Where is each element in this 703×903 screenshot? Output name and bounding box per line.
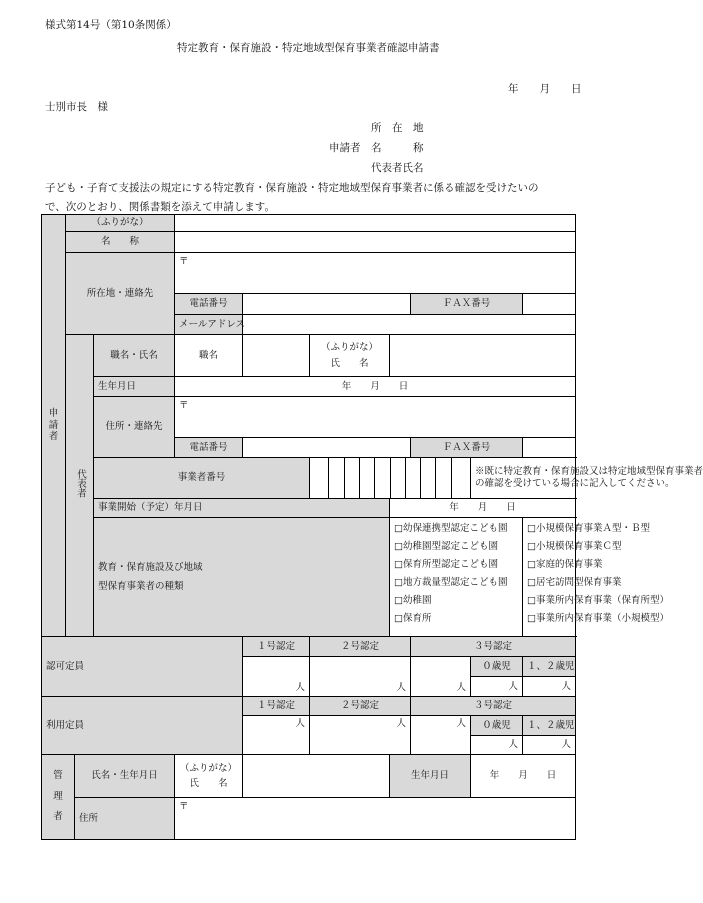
addressee: 士別市長 様 [45,101,108,113]
type-checkbox[interactable]: □小規模保育事業Ａ型・Ｂ型 [527,523,650,534]
usage-cert3-field[interactable]: 人 [411,716,471,755]
usage-age12-header: １、２歳児 [523,716,576,736]
licensed-cert3-field[interactable]: 人 [411,657,471,697]
type-checkbox[interactable]: □保育所型認定こども園 [394,559,498,571]
licensed-cert1-header: １号認定 [243,637,310,657]
location-field[interactable] [175,253,576,294]
rep-address-field[interactable] [175,397,576,438]
licensed-cert2-field[interactable]: 人 [310,657,411,697]
type-checkbox[interactable]: □地方裁量型認定こども園 [394,577,508,589]
form-number: 様式第14号（第10条関係） [45,19,177,31]
type-checkbox[interactable]: □保育所 [394,613,432,625]
usage-cert3-header: ３号認定 [411,697,576,716]
type-checkbox[interactable]: □幼稚園 [394,595,432,607]
application-form-table [41,214,703,840]
position-header: 職名 [175,335,243,377]
usage-age0-header: ０歳児 [471,716,523,736]
type-checkbox[interactable]: □幼稚園型認定こども園 [394,541,498,553]
address-label: 所 在 地 [371,122,424,134]
rep-postal-mark: 〒 [179,400,189,411]
position-field[interactable] [243,335,310,377]
applicant-label: 申請者 [329,142,361,154]
name-field[interactable] [175,232,576,253]
furigana-field[interactable] [175,215,576,232]
rep-furigana-name-label: （ふりがな） 氏 名 [310,335,390,377]
rep-fax-field[interactable] [523,438,576,458]
licensed-cert1-field[interactable]: 人 [243,657,310,697]
phone-label: 電話番号 [175,294,243,315]
usage-age0-field[interactable]: 人 [471,736,523,755]
licensed-age12-field[interactable]: 人 [523,677,576,697]
representative-label: 代表者氏名 [371,162,424,174]
rep-fax-label: ＦＡＸ番号 [411,438,523,458]
furigana-label: （ふりがな） [66,215,175,232]
body-text-line-1: 子ども・子育て支援法の規定にする特定教育・保育施設・特定地域型保育事業者に係る確認を受けたいの [45,182,539,194]
applicant-section-label: 申 請 者 [42,215,66,637]
business-number-note: ※既に特定教育・保育施設又は特定地域型保育事業者 の確認を受けている場合に記入してください。 [471,458,576,499]
name-header: 名 称 [66,232,175,253]
rep-birthdate-label: 生年月日 [94,377,175,397]
rep-phone-label: 電話番号 [175,438,243,458]
rep-name-field[interactable] [390,335,576,377]
date-line: 年 月 日 [508,83,582,95]
postal-mark: 〒 [179,256,189,267]
licensed-capacity-label: 認可定員 [42,637,243,697]
type-checkbox[interactable]: □事業所内保育事業（保育所型） [527,595,669,607]
usage-cert2-header: ２号認定 [310,697,411,716]
usage-age12-field[interactable]: 人 [523,736,576,755]
type-checkbox[interactable]: □家庭的保育事業 [527,559,603,571]
type-checkbox[interactable]: □事業所内保育事業（小規模型） [527,613,669,625]
body-text-line-2: で、次のとおり、関係書類を添えて申請します。 [45,201,275,213]
email-label: メールアドレス [175,315,243,335]
usage-cert1-header: １号認定 [243,697,310,716]
manager-name-birth-label: 氏名・生年月日 [75,755,175,798]
rep-birthdate-field[interactable]: 年 月 日 [175,377,576,397]
location-contact-label: 所在地・連絡先 [66,253,175,335]
position-name-label: 職名・氏名 [94,335,175,377]
name-label: 名 称 [371,142,424,154]
licensed-cert3-header: ３号認定 [411,637,576,657]
usage-capacity-label: 利用定員 [42,697,243,755]
type-checkbox[interactable]: □居宅訪問型保育事業 [527,577,622,589]
start-date-field[interactable]: 年 月 日 [390,499,576,518]
manager-postal-mark: 〒 [179,801,189,812]
type-checkbox[interactable]: □小規模保育事業Ｃ型 [527,541,622,553]
fax-field[interactable] [523,294,576,315]
manager-address-label: 住所 [75,798,175,840]
facility-types-left [390,518,523,637]
licensed-age0-header: ０歳児 [471,657,523,677]
usage-cert2-field[interactable]: 人 [310,716,411,755]
business-number-label: 事業者番号 [94,458,310,499]
licensed-age0-field[interactable]: 人 [471,677,523,697]
rep-address-contact-label: 住所・連絡先 [94,397,175,458]
business-number-digits[interactable] [310,458,471,499]
email-field[interactable] [243,315,576,335]
usage-cert1-field[interactable]: 人 [243,716,310,755]
licensed-age12-header: １、２歳児 [523,657,576,677]
manager-birthdate-label: 生年月日 [390,755,471,798]
manager-name-field[interactable] [243,755,390,798]
form-title: 特定教育・保育施設・特定地域型保育事業者確認申請書 [177,42,440,54]
manager-birthdate-field[interactable]: 年 月 日 [471,755,576,798]
manager-furigana-name-label: （ふりがな） 氏 名 [175,755,243,798]
fax-label: ＦＡＸ番号 [411,294,523,315]
facility-type-label: 教育・保育施設及び地域 型保育事業者の種類 [94,518,390,637]
type-checkbox[interactable]: □幼保連携型認定こども園 [394,523,508,534]
rep-phone-field[interactable] [243,438,411,458]
licensed-cert2-header: ２号認定 [310,637,411,657]
manager-address-field[interactable] [175,798,576,840]
facility-types-right [523,518,669,637]
manager-section-label: 管 理 者 [42,755,75,840]
representative-section-label: 代表者 [66,335,94,637]
start-date-label: 事業開始（予定）年月日 [94,499,390,518]
phone-field[interactable] [243,294,411,315]
